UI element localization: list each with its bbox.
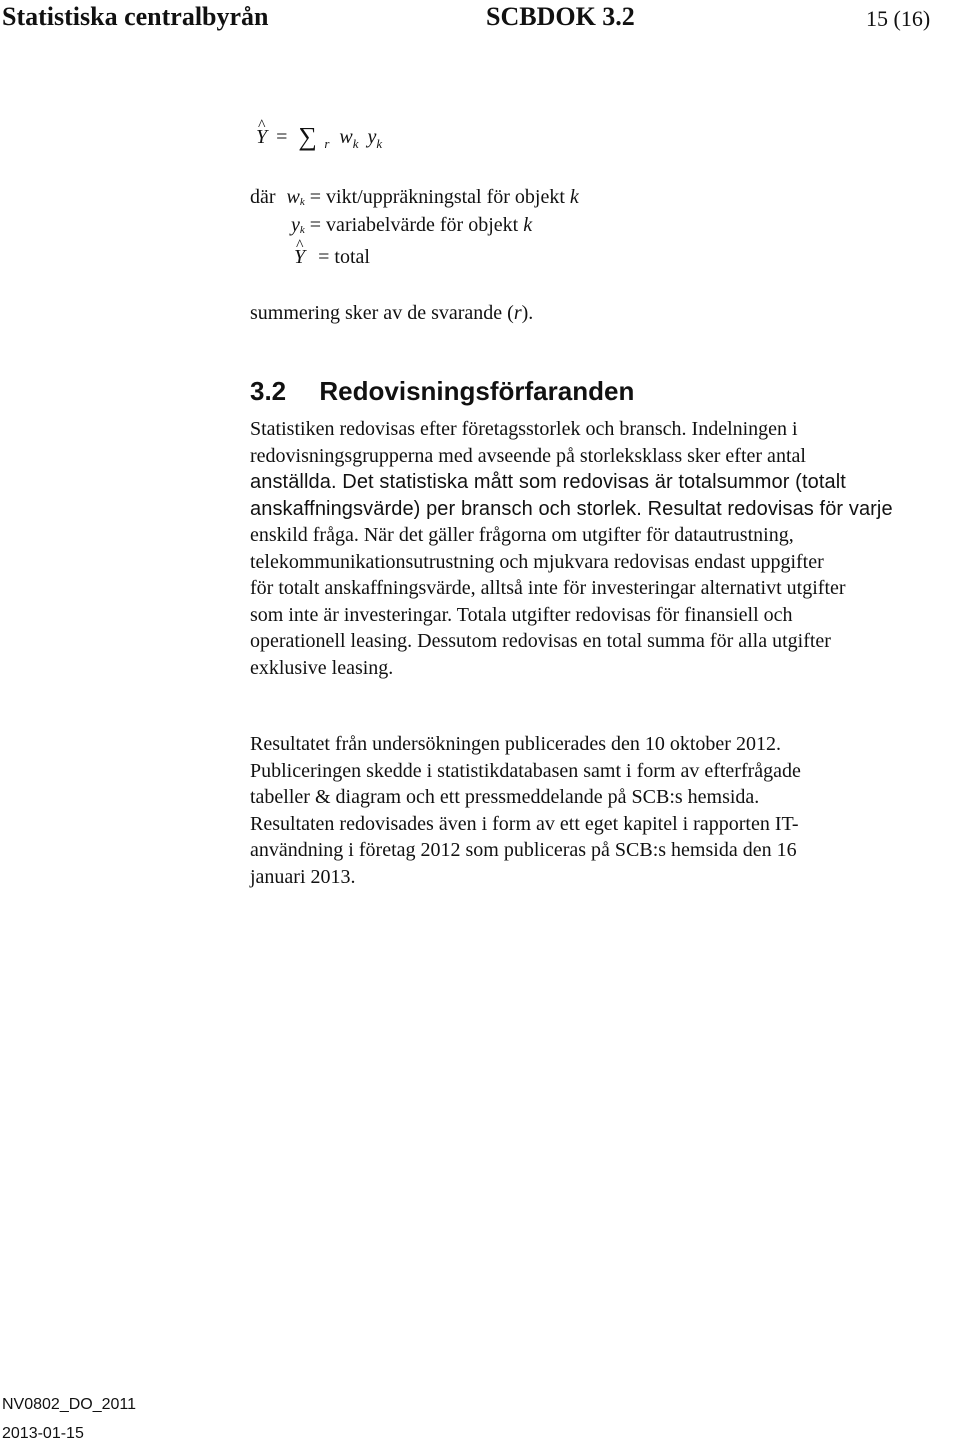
paragraph-line: för totalt anskaffningsvärde, alltså inte för investeringar alternativt utgifter [250, 577, 846, 599]
paragraph-line: telekommunikationsutrustning och mjukvara redovisas endast uppgifter [250, 550, 824, 573]
summering-pre: summering sker av de svarande ( [250, 302, 514, 324]
definition-y [291, 214, 532, 237]
formula-w: w [339, 126, 353, 148]
paragraph-line: Statistiken redovisas efter företagsstorlek och bransch. Indelningen i [250, 418, 798, 440]
sum-symbol-icon: ∑ [298, 122, 317, 151]
definition-y-object: k [523, 214, 533, 236]
section-heading [250, 376, 634, 407]
formula [256, 120, 382, 150]
definition-y-symbol: y [291, 214, 300, 236]
footer-date: 2013-01-15 [2, 1425, 84, 1442]
definition-w [250, 186, 579, 209]
section-number: 3.2 [250, 376, 287, 406]
paragraph-publicering [250, 731, 940, 890]
paragraph-line: exklusive leasing. [250, 656, 394, 679]
paragraph-line: Publiceringen skedde i statistikdatabasen samt i form av efterfrågade [250, 759, 801, 782]
definition-y-text: = variabelvärde för objekt [309, 214, 519, 236]
formula-equals: = [276, 126, 288, 148]
paragraph-line: enskild fråga. När det gäller frågorna om utgifter för datautrustning, [250, 524, 794, 546]
definition-y-subscript: k [299, 224, 305, 236]
definition-total-symbol: ^ Y [294, 246, 305, 269]
paragraph-line: anskaffningsvärde) per bransch och storlek. Resultat redovisas för varje [250, 497, 893, 520]
header-page-number: 15 (16) [866, 6, 931, 31]
paragraph-line: tabeller & diagram och ett pressmeddelande på SCB:s hemsida. [250, 786, 760, 808]
formula-y: y [367, 126, 377, 148]
definition-w-subscript: k [299, 196, 305, 208]
paragraph-line: Resultatet från undersökningen publicerades den 10 oktober 2012. [250, 733, 781, 755]
summering-r: r [513, 302, 522, 324]
definition-total-text: = total [318, 246, 370, 268]
definition-w-symbol: w [286, 186, 300, 208]
definition-total [294, 246, 370, 269]
footer-document-code: NV0802_DO_2011 [2, 1396, 137, 1413]
definition-w-text: = vikt/uppräkningstal för objekt [309, 186, 565, 208]
summering-post: ). [521, 302, 534, 324]
paragraph-line: operationell leasing. Dessutom redovisas en total summa för alla utgifter [250, 630, 831, 652]
summering-line [250, 302, 533, 325]
paragraph-redovisning [250, 416, 940, 681]
paragraph-line: januari 2013. [250, 865, 356, 888]
formula-sum-subscript: r [324, 136, 330, 151]
definition-dar: där [250, 186, 276, 208]
section-title: Redovisningsförfaranden [319, 376, 635, 406]
formula-y-hat: ^ Y [256, 126, 267, 149]
paragraph-line: användning i företag 2012 som publiceras på SCB:s hemsida den 16 [250, 839, 797, 861]
formula-y-subscript: k [376, 136, 383, 151]
definition-w-object: k [569, 186, 579, 208]
paragraph-line: redovisningsgrupperna med avseende på storleksklass sker efter antal [250, 444, 806, 467]
formula-w-subscript: k [352, 136, 359, 151]
paragraph-line: anställda. Det statistiska mått som redovisas är totalsummor (totalt [250, 471, 846, 493]
header-doc-id: SCBDOK 3.2 [486, 2, 635, 31]
paragraph-line: som inte är investeringar. Totala utgifter redovisas för finansiell och [250, 603, 793, 626]
paragraph-line: Resultaten redovisades även i form av ett eget kapitel i rapporten IT- [250, 812, 799, 835]
header-org: Statistiska centralbyrån [2, 2, 269, 31]
